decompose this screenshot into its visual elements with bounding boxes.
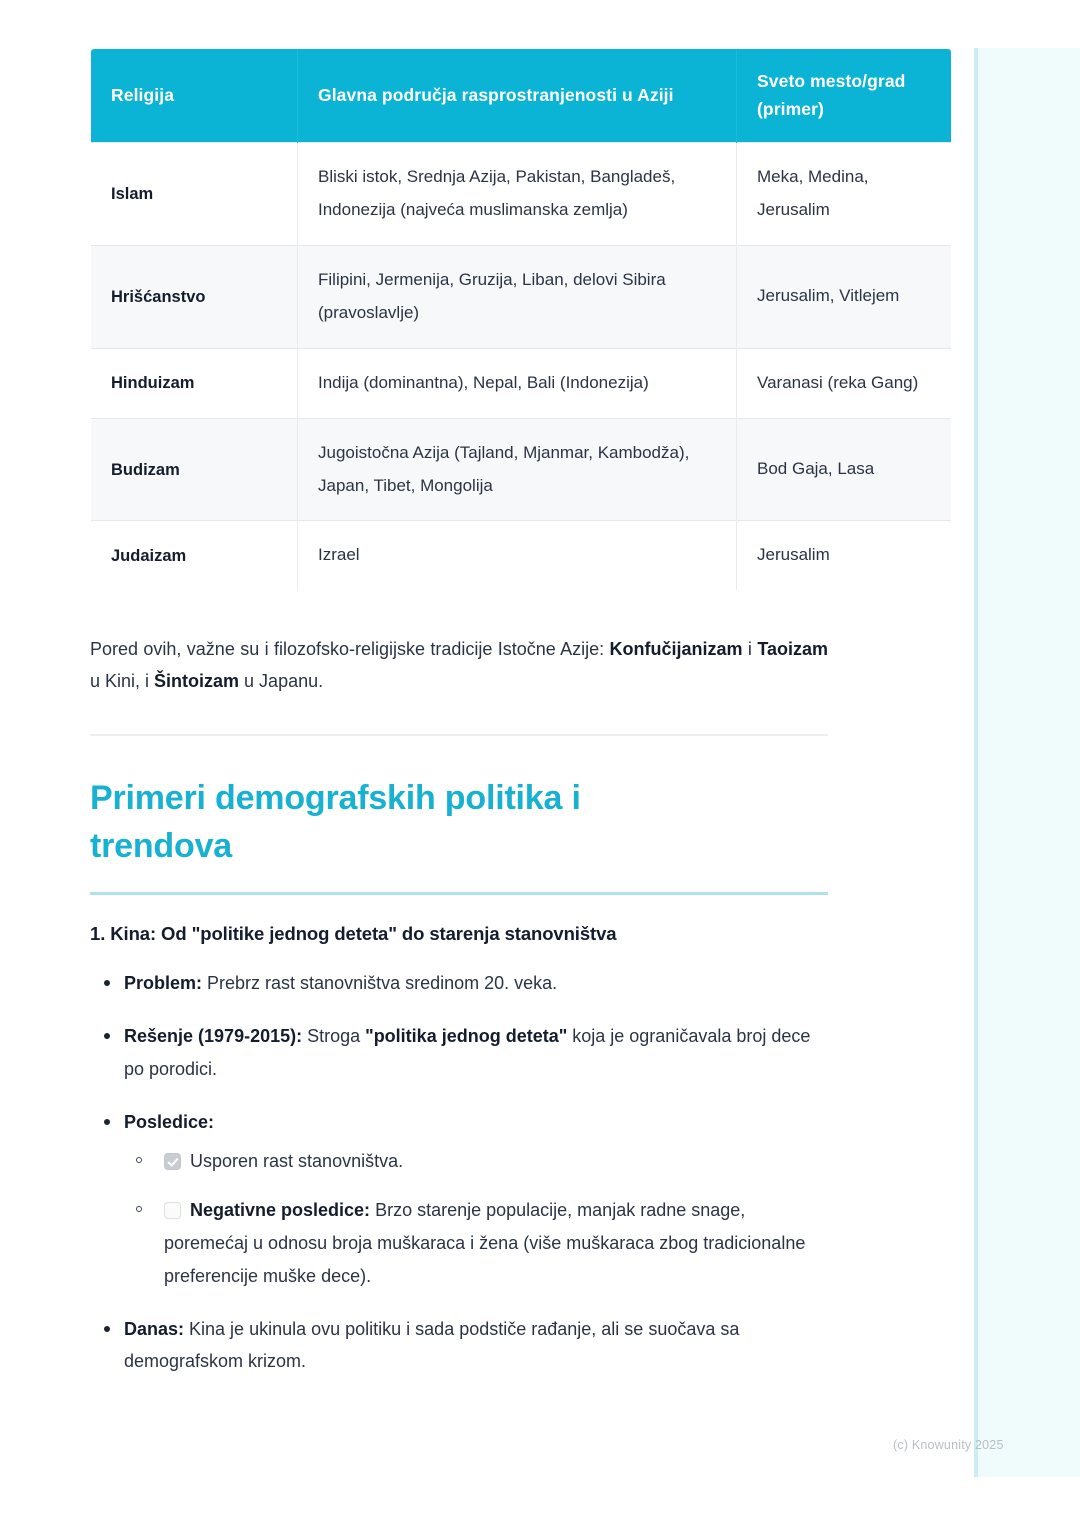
checkbox-unchecked-icon[interactable] (164, 1202, 181, 1219)
label-problem: Problem: (124, 973, 203, 994)
list-item-consequences (90, 1106, 828, 1293)
paragraph-text-2: i (742, 639, 758, 660)
list-item-solution (90, 1020, 828, 1086)
cell-holy-place: Jerusalim (737, 521, 952, 591)
label-today: Danas: (124, 1318, 185, 1339)
religions-table (90, 48, 952, 591)
text-problem: Prebrz rast stanovništva sredinom 20. veka. (202, 973, 558, 994)
right-side-panel (978, 48, 1080, 1477)
table-row (91, 245, 952, 348)
cell-religion: Hinduizam (91, 348, 298, 418)
text-negative-consequence: Brzo starenje populacije, manjak radne snage, poremećaj u odnosu broja muškaraca i žena (više muškaraca zbog tradicionalne preferencije muške dece). (164, 1199, 806, 1286)
section-divider-cyan (90, 892, 828, 895)
bullet-dot-icon (104, 1326, 110, 1332)
paragraph-text-1: Pored ovih, važne su i filozofsko-religijske tradicije Istočne Azije: (90, 639, 610, 660)
bullet-circle-icon (136, 1157, 142, 1163)
cell-religion: Judaizam (91, 521, 298, 591)
term-one-child-policy: "politika jednog deteta" (365, 1025, 568, 1046)
bullet-dot-icon (104, 1119, 110, 1125)
cell-regions: Bliski istok, Srednja Azija, Pakistan, Bangladeš, Indonezija (najveća muslimanska zemlja) (298, 142, 737, 245)
cell-holy-place: Bod Gaja, Lasa (737, 418, 952, 521)
table-row (91, 142, 952, 245)
term-sintoizam: Šintoizam (154, 671, 240, 692)
bullet-circle-icon (136, 1206, 142, 1212)
key-points-list (90, 967, 828, 1378)
document-content (90, 48, 919, 1398)
cell-religion: Budizam (91, 418, 298, 521)
cell-holy-place: Jerusalim, Vitlejem (737, 245, 952, 348)
label-consequences: Posledice: (124, 1111, 215, 1132)
cell-holy-place: Varanasi (reka Gang) (737, 348, 952, 418)
table-header (91, 49, 952, 143)
cell-religion: Islam (91, 142, 298, 245)
text-solution-before: Stroga (302, 1025, 366, 1046)
column-header-holy-place: Sveto mesto/grad (primer) (737, 49, 952, 143)
traditions-paragraph (90, 633, 828, 697)
list-item-problem (90, 967, 828, 1000)
watermark: (c) Knowunity 2025 (893, 1438, 1004, 1452)
cell-holy-place: Meka, Medina, Jerusalim (737, 142, 952, 245)
sublist-item-positive (124, 1145, 828, 1178)
section-divider-grey (90, 734, 828, 736)
text-solution-after: koja je ograničavala broj dece po porodici. (124, 1025, 811, 1079)
text-today: Kina je ukinula ovu politiku i sada podstiče rađanje, ali se suočava sa demografskom krizom. (124, 1318, 740, 1372)
consequences-sublist (124, 1145, 828, 1293)
table-header-row (91, 49, 952, 143)
cell-regions: Indija (dominantna), Nepal, Bali (Indonezija) (298, 348, 737, 418)
paragraph-text-4: u Japanu. (239, 671, 324, 692)
cell-regions: Filipini, Jermenija, Gruzija, Liban, delovi Sibira (pravoslavlje) (298, 245, 737, 348)
table-row (91, 418, 952, 521)
checkbox-checked-icon[interactable] (164, 1153, 181, 1170)
cell-religion: Hrišćanstvo (91, 245, 298, 348)
label-negative-consequences: Negativne posledice: (190, 1199, 371, 1220)
term-taoizam: Taoizam (757, 639, 828, 660)
cell-regions: Jugoistočna Azija (Tajland, Mjanmar, Kambodža), Japan, Tibet, Mongolija (298, 418, 737, 521)
list-item-today (90, 1313, 828, 1379)
table-body (91, 142, 952, 591)
subsection-title: 1. Kina: Od "politike jednog deteta" do starenja stanovništva (90, 923, 617, 945)
column-header-religion: Religija (91, 49, 298, 143)
table-row (91, 348, 952, 418)
term-konfucijanizam: Konfučijanizam (609, 639, 743, 660)
text-positive-consequence: Usporen rast stanovništva. (190, 1150, 404, 1171)
bullet-dot-icon (104, 980, 110, 986)
label-solution: Rešenje (1979-2015): (124, 1025, 303, 1046)
column-header-regions: Glavna područja rasprostranjenosti u Aziji (298, 49, 737, 143)
table-row (91, 521, 952, 591)
paragraph-text-3: u Kini, i (90, 671, 155, 692)
cell-regions: Izrael (298, 521, 737, 591)
bullet-dot-icon (104, 1033, 110, 1039)
page-title: Primeri demografskih politika i trendova (90, 778, 581, 865)
sublist-item-negative (124, 1194, 828, 1293)
